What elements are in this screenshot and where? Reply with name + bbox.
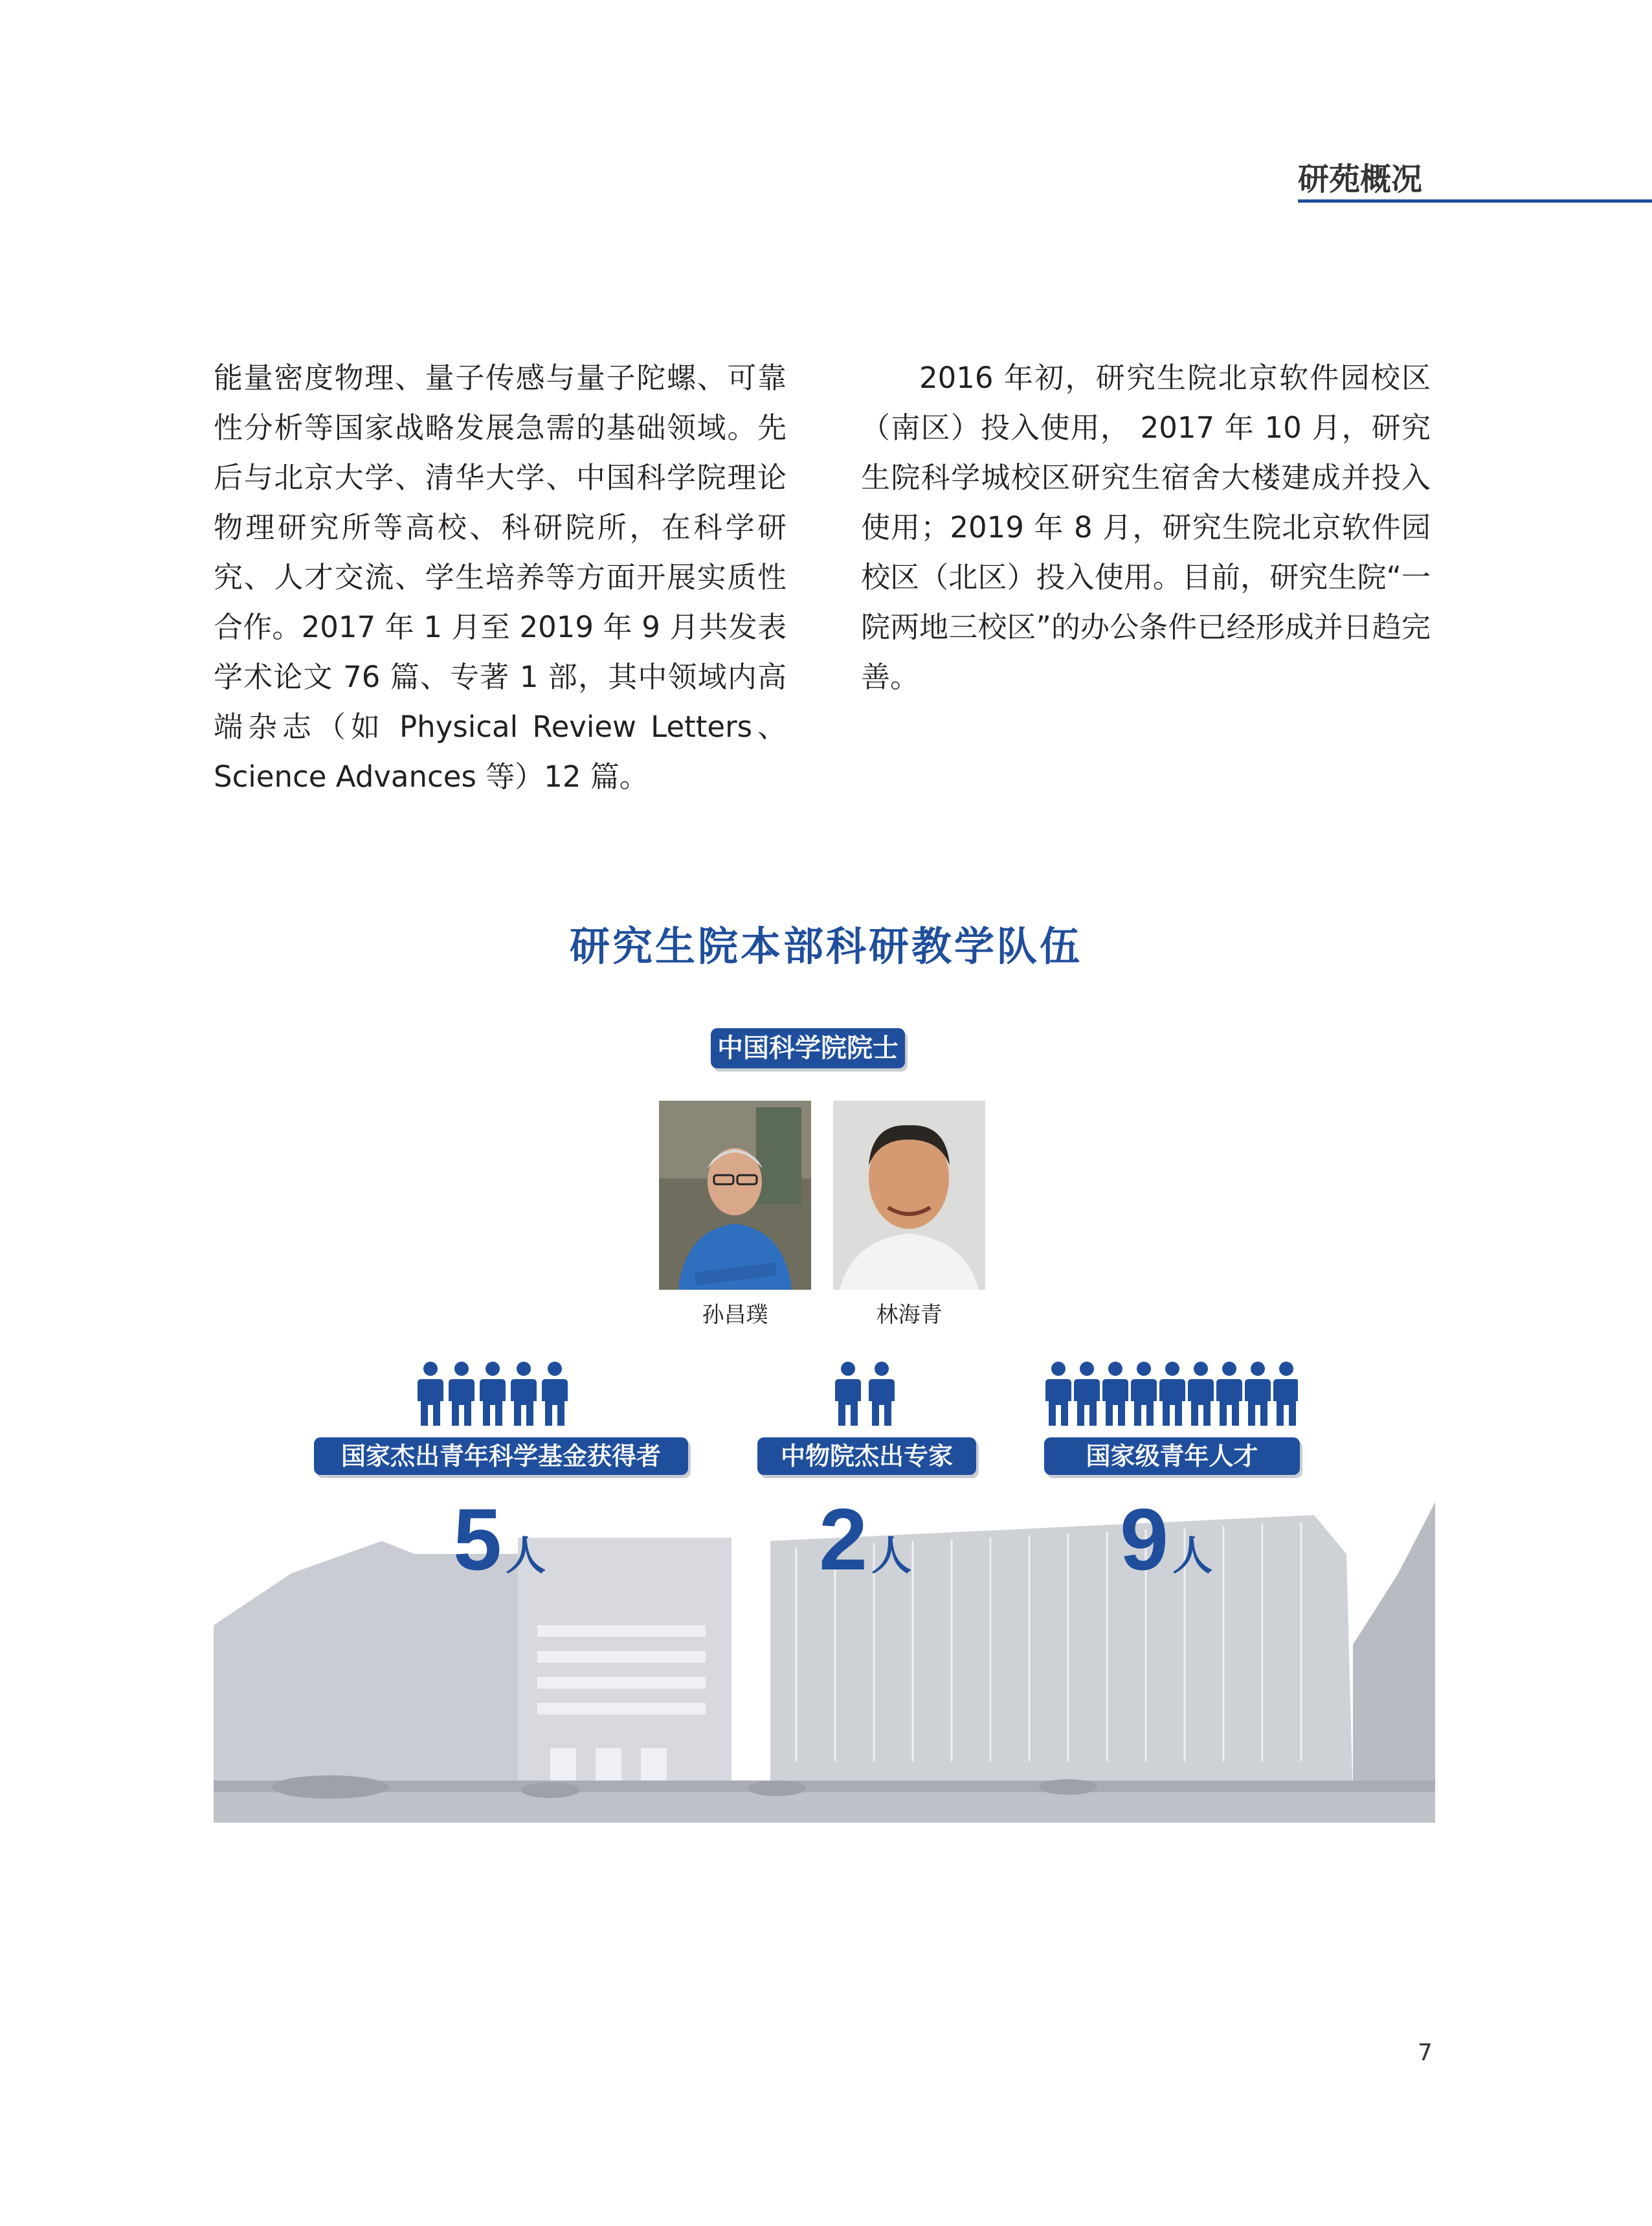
page-number: 7 — [1418, 2040, 1433, 2066]
group-count-1 — [453, 1489, 546, 1590]
left-column — [214, 353, 787, 802]
people-icons-group-2 — [835, 1361, 900, 1426]
count-number: 5 — [453, 1490, 502, 1588]
right-column — [861, 353, 1431, 702]
people-icons-group-1 — [418, 1361, 573, 1426]
left-paragraph: 能量密度物理、量子传感与量子陀螺、可靠性分析等国家战略发展急需的基础领域。先后与北京大学、清华大学、中国科学院理论物理研究所等高校、科研院所，在科学研究、人才交流、学生培养等方面开展实质性合作。2017 年 1 月至 2019 年 9 月共发表学术论文 76 篇、专著 1 部，其中领域内高端杂志（如 Physical Review Letters、Science Advances 等）12 篇。 — [214, 361, 787, 794]
people-icons-group-3 — [1045, 1361, 1298, 1426]
section-title: 研苑概况 — [1298, 161, 1423, 197]
portrait-photo-1 — [659, 1101, 811, 1290]
person-name-2: 林海青 — [876, 1302, 943, 1328]
count-unit: 人 — [506, 1534, 546, 1579]
group-label-3: 国家级青年人才 — [1044, 1437, 1300, 1475]
count-unit: 人 — [1172, 1534, 1213, 1579]
right-paragraph: 2016 年初，研究生院北京软件园校区（南区）投入使用， 2017 年 10 月，研究生院科学城校区研究生宿舍大楼建成并投入使用；2019 年 8 月，研究生院北京软件园校区（北区）投入使用。目前，研究生院“一院两地三校区”的办公条件已经形成并日趋完善。 — [861, 361, 1431, 694]
academicians-badge: 中国科学院院士 — [711, 1028, 905, 1068]
group-count-3 — [1120, 1489, 1212, 1590]
count-number: 9 — [1120, 1490, 1169, 1588]
group-label-1: 国家杰出青年科学基金获得者 — [314, 1437, 688, 1475]
group-count-2 — [819, 1489, 911, 1590]
team-title: 研究生院本部科研教学队伍 — [569, 923, 1082, 970]
person-name-1: 孙昌璞 — [702, 1302, 768, 1328]
portrait-photo-2 — [833, 1101, 985, 1290]
header-rule — [1298, 199, 1652, 203]
count-unit: 人 — [871, 1534, 912, 1579]
count-number: 2 — [819, 1490, 868, 1588]
group-label-2: 中物院杰出专家 — [757, 1437, 976, 1475]
